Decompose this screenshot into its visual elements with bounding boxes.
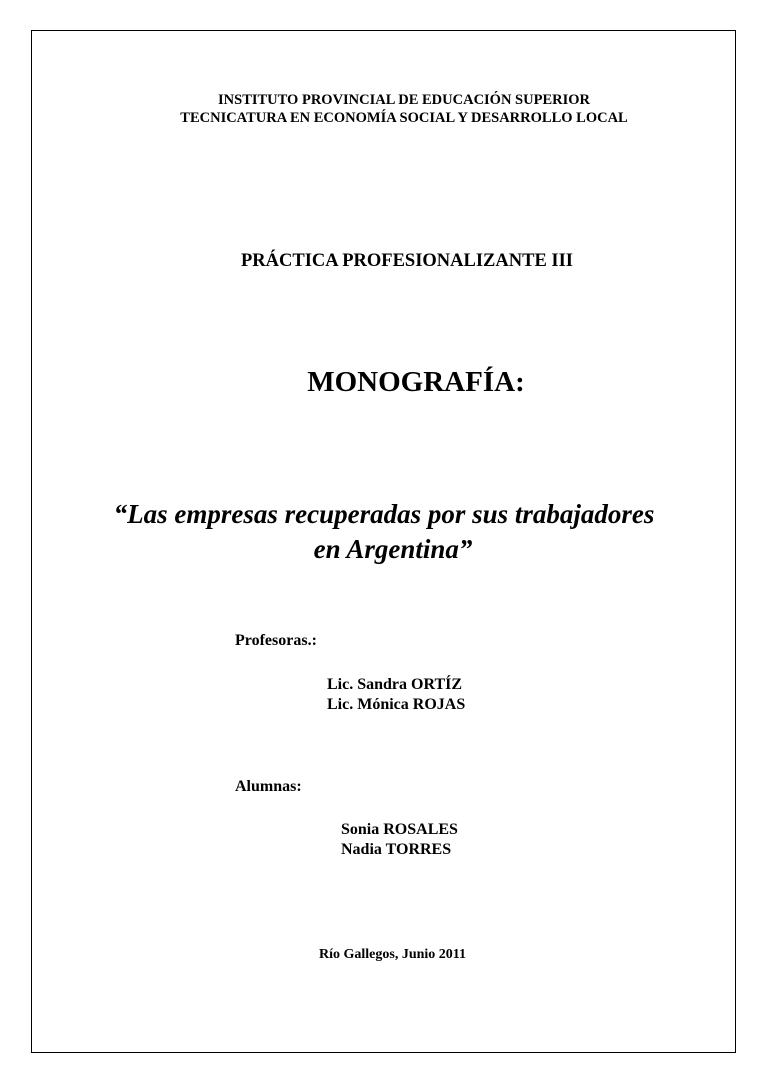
students-label: Alumnas: (235, 778, 302, 795)
place-and-date: Río Gallegos, Junio 2011 (319, 947, 467, 962)
course-title: PRÁCTICA PROFESIONALIZANTE III (240, 251, 574, 271)
document-type-heading: MONOGRAFÍA: (307, 366, 525, 398)
institution-name: INSTITUTO PROVINCIAL DE EDUCACIÓN SUPERIOR (218, 92, 590, 108)
professor-name: Lic. Mónica ROJAS (327, 696, 466, 713)
program-name: TECNICATURA EN ECONOMÍA SOCIAL Y DESARROLLO LOCAL (180, 110, 628, 126)
monograph-title-line-2: en Argentina” (313, 534, 473, 564)
student-name: Nadia TORRES (341, 841, 452, 858)
professors-label: Profesoras.: (235, 632, 317, 649)
monograph-title-line-1: “Las empresas recuperadas por sus trabajadores (113, 499, 655, 529)
student-name: Sonia ROSALES (341, 821, 458, 838)
professor-name: Lic. Sandra ORTÍZ (327, 676, 463, 693)
